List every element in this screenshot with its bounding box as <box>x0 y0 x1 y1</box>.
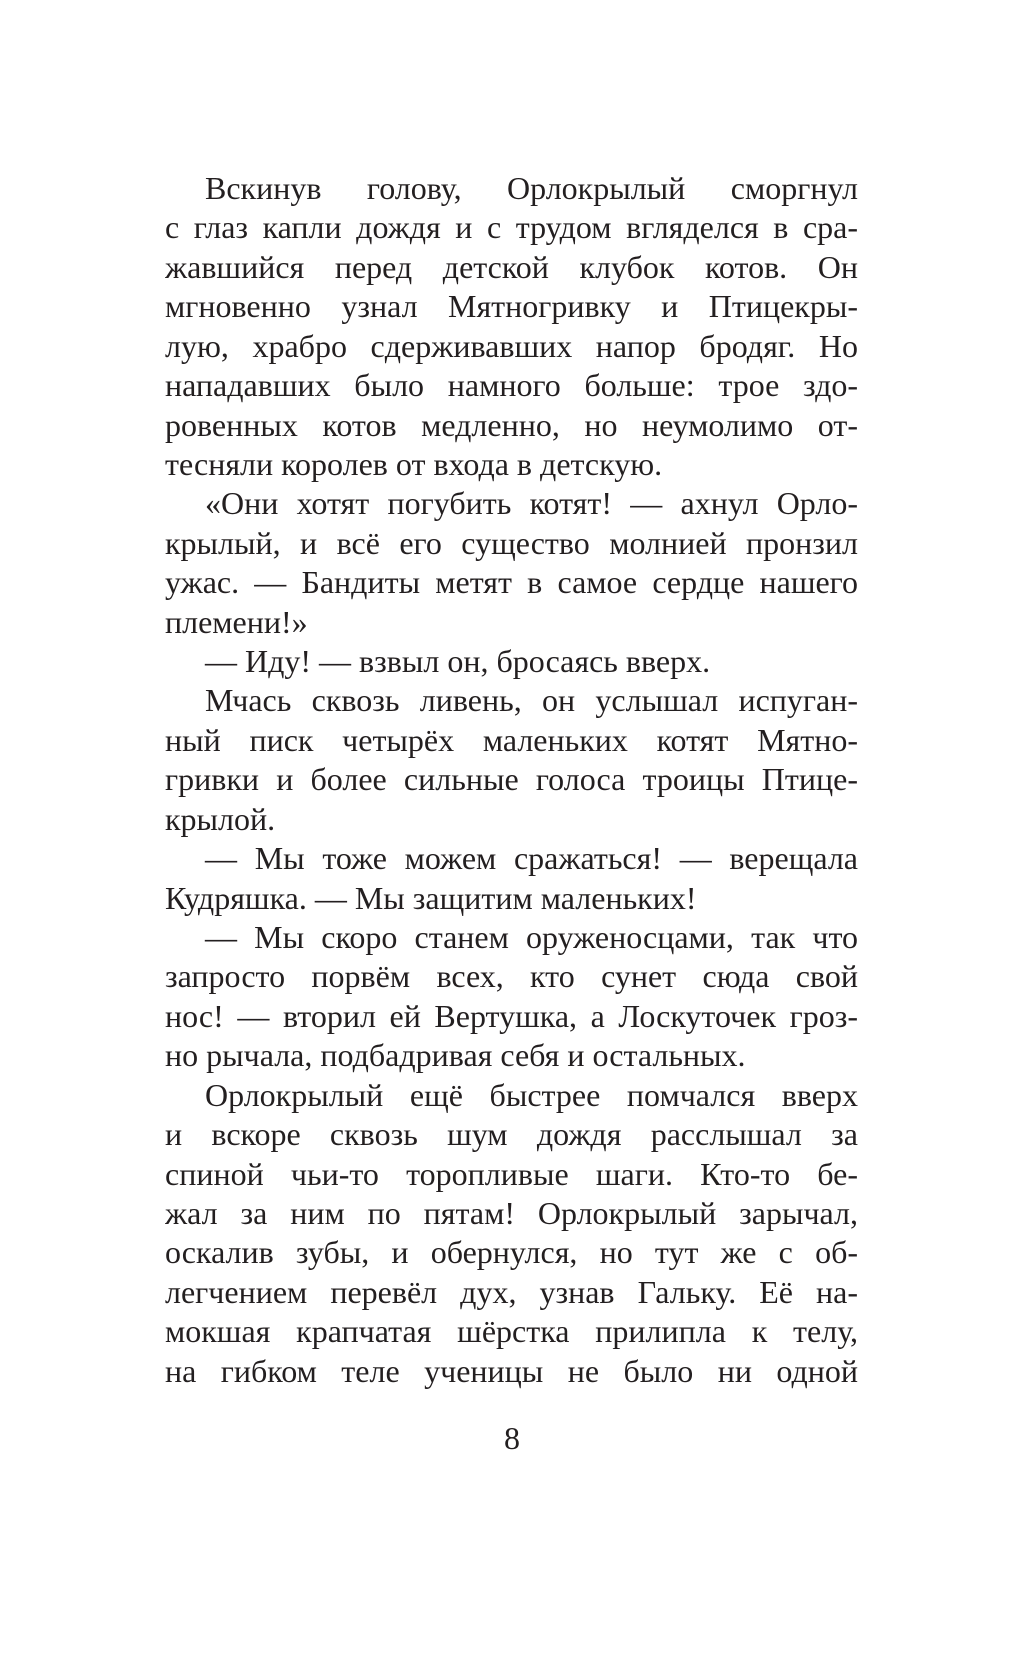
text-line: легчением перевёл дух, узнав Гальку. Её на- <box>165 1273 858 1310</box>
paragraph <box>165 642 858 681</box>
paragraph <box>165 681 858 839</box>
text-line: — Мы тоже можем сражаться! — верещала <box>205 840 858 877</box>
text-line: оскалив зубы, и обернулся, но тут же с об- <box>165 1234 858 1271</box>
text-line: жал за ним по пятам! Орлокрылый зарычал, <box>165 1194 858 1231</box>
text-line: мокшая крапчатая шёрстка прилипла к телу, <box>165 1313 858 1350</box>
text-line: но рычала, подбадривая себя и остальных. <box>165 1037 746 1074</box>
text-line: крылой. <box>165 800 276 837</box>
text-line: ужас. — Бандиты метят в самое сердце нашего <box>165 564 858 601</box>
text-line: — Мы скоро станем оруженосцами, так что <box>205 919 858 956</box>
paragraph <box>165 1076 858 1391</box>
text-line: тесняли королев от входа в детскую. <box>165 445 663 482</box>
text-line: племени!» <box>165 603 308 640</box>
text-line: на гибком теле ученицы не было ни одной <box>165 1352 858 1389</box>
text-line: жавшийся перед детской клубок котов. Он <box>165 248 858 285</box>
text-line: — Иду! — взвыл он, бросаясь вверх. <box>205 643 711 680</box>
text-line: запросто порвём всех, кто сунет сюда свой <box>165 958 858 995</box>
text-line: спиной чьи-то торопливые шаги. Кто-то бе- <box>165 1155 858 1192</box>
page-number: 8 <box>504 1420 520 1456</box>
text-line: Вскинув голову, Орлокрылый сморгнул <box>205 170 858 206</box>
text-line: ровенных котов медленно, но неумолимо от- <box>165 406 858 443</box>
text-line: нападавших было намного больше: трое здо- <box>165 367 858 404</box>
text-line: Кудряшка. — Мы защитим маленьких! <box>165 879 697 916</box>
text-line: лую, храбро сдерживавших напор бродяг. Но <box>165 327 858 364</box>
text-line: крылый, и всё его существо молнией пронзил <box>165 524 858 561</box>
text-line: нос! — вторил ей Вертушка, а Лоскуточек гроз- <box>165 997 858 1034</box>
text-line: мгновенно узнал Мятногривку и Птицекры- <box>165 288 858 325</box>
paragraph <box>165 839 858 918</box>
paragraph <box>165 169 858 484</box>
text-line: «Они хотят погубить котят! — ахнул Орло- <box>205 485 858 522</box>
text-line: с глаз капли дождя и с трудом вгляделся в сра- <box>165 209 858 246</box>
text-line: Мчась сквозь ливень, он услышал испуган- <box>205 682 858 719</box>
text-line: и вскоре сквозь шум дождя расслышал за <box>165 1116 858 1153</box>
text-body <box>165 169 858 1391</box>
paragraph <box>165 484 858 642</box>
text-line: гривки и более сильные голоса троицы Птице- <box>165 761 858 798</box>
paragraph <box>165 918 858 1076</box>
text-line: ный писк четырёх маленьких котят Мятно- <box>165 721 858 758</box>
text-line: Орлокрылый ещё быстрее помчался вверх <box>205 1076 858 1113</box>
